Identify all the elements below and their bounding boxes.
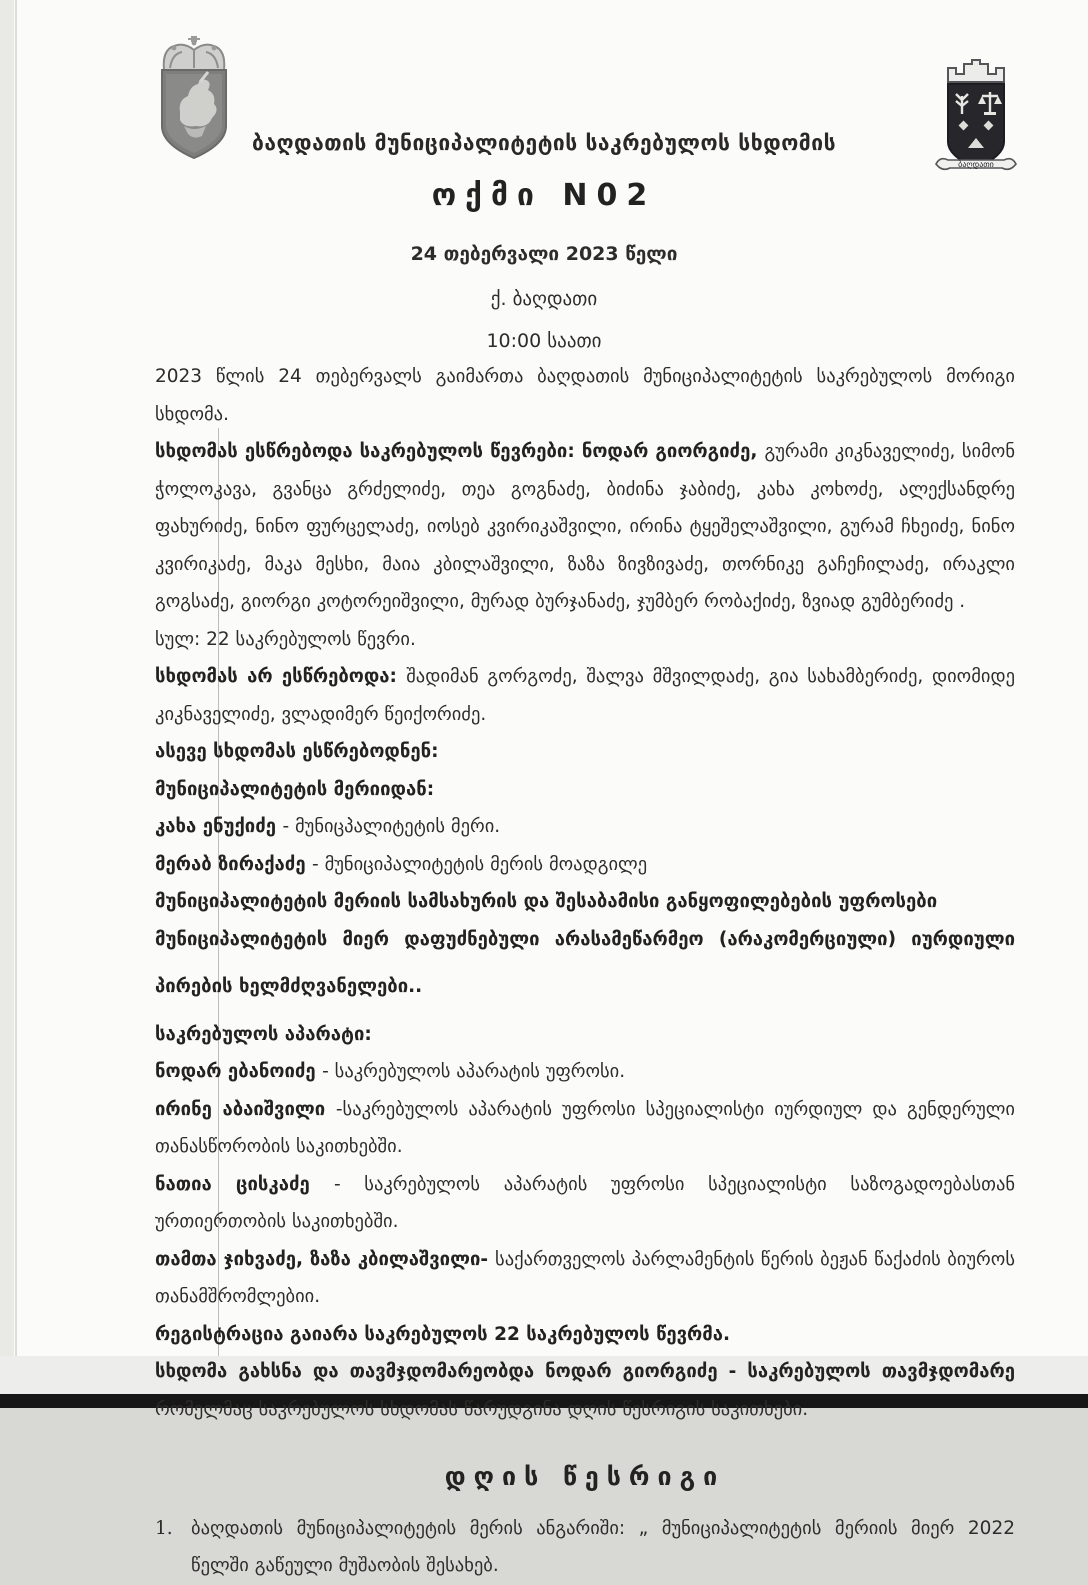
paragraph-opened-by: სხდომა გახსნა და თავმჯდომარეობდა ნოდარ გიორგიძე - საკრებულოს თავმჯდომარე რომელმაც საკრებულოს სხდომას წარუდგინა დღის წესრიგის საკითხები. [155,1361,1015,1420]
meeting-date: 24 თებერვალი 2023 წელი [410,243,678,265]
paragraph-parliament-bureau: თამთა ჯიხვაძე, ზაზა კბილაშვილი- საქართველოს პარლამენტის წერის ბეჟან წაქაძის ბიუროს თანამშრომლებიი. [155,1248,1015,1307]
paragraph-absent: სხდომას არ ესწრებოდა: შადიმან გორგოძე, შალვა მშვილდაძე, გია სახამბერიძე, დიომიდე კიკნაველიძე, ვლადიმერ წეიქორიძე. [155,666,1015,725]
paragraph-staff-head: ნოდარ ებანოიძე - საკრებულოს აპარატის უფროსი. [155,1061,626,1082]
agenda-list [155,1510,1015,1585]
paragraph-also-attended: ასევე სხდომას ესწრებოდნენ: [155,741,439,762]
paragraph-ncle-heads-tail: პირების ხელმძღვანელები.. [155,976,423,997]
org-title: ბაღდათის მუნიციპალიტეტის საკრებულოს სხდომის [251,131,837,155]
paragraph-staff-specialist-pr: ნათია ცისკაძე - საკრებულოს აპარატის უფროსი სპეციალისტი საზოგადოებასთან ურთიერთობის საკითხებში. [155,1173,1015,1232]
baghdati-coat-of-arms-icon [926,56,1026,186]
paragraph-deputy-mayor: მერაბ ზირაქაძე - მუნიციპალიტეტის მერის მოადგილე [155,853,648,875]
paragraph-dept-heads: მუნიციპალიტეტის მერიის სამსახურის და შესაბამისი განყოფილებების უფროსები [155,891,938,912]
document-body [155,358,1015,1585]
paragraph-total: სულ: 22 საკრებულოს წევრი. [155,628,416,650]
agenda-item [155,1510,1015,1585]
paragraph-ncle-heads-line: მუნიციპალიტეტის მიერ დაფუძნებული არასამეწარმეო (არაკომერციული) იურდიული [155,928,1015,950]
paragraph-staff-specialist-legal: ირინე აბაიშვილი -საკრებულოს აპარატის უფროსი სპეციალისტი იურდიულ და გენდერული თანასწორობის საკითხებში. [155,1098,1016,1157]
right-emblem-caption: ბაღდათი [958,160,994,169]
paragraph-from-mayors-office: მუნიციპალიტეტის მერიიდან: [155,778,435,800]
document-paragraphs [155,358,1015,1428]
meeting-time: 10:00 საათი [486,330,602,352]
paragraph-attendees: სხდომას ესწრებოდა საკრებულოს წევრები: ნოდარ გიორგიძე, გურამი კიკნაველიძე, სიმონ ჭოლოკავა, გვანცა გრძელიძე, თეა გოგნაძე, ბიძინა ჯაბიძე, კახა კოხოძე, ალექსანდრე ფახურიძე, ნინო ფურცელაძე, იოსებ კვირიკაშვილი, ირინა ტყეშელაშვილი, გურამ ჩხეიძე, ნინო კვირიკაძე, მაკა მესხი, მაია კბილაშვილი, ზაზა ზივზივაძე, თორნიკე გაჩეჩილაძე, ირაკლი გოგსაძე, გიორგი კოტორეიშვილი, მურად ბურჯანაძე, ჯუმბერ რობაქიძე, ზვიად გუმბერიძე . [155,441,1015,612]
paragraph-council-staff: საკრებულოს აპარატი: [155,1023,372,1045]
agenda-heading: დღის წესრიგი [444,1462,726,1491]
agenda-item-text: ბაღდათის მუნიციპალიტეტის მერის ანგარიში: „ მუნიციპალიტეტის მერიის მიერ 2022 წელში გაწეული მუშაობის შესახებ. [191,1517,1015,1576]
paragraph-opening: 2023 წლის 24 თებერვალს გაიმართა ბაღდათის მუნიციპალიტეტის საკრებულოს მორიგი სხდომა. [155,366,1015,425]
agenda-item-number: 1. [155,1517,173,1539]
paragraph-registration: რეგისტრაცია გაიარა საკრებულოს 22 საკრებულოს წევრმა. [155,1323,731,1345]
protocol-number-title: ოქმი N02 [431,178,657,213]
meeting-city: ქ. ბაღდათი [490,288,598,310]
paragraph-mayor: კახა ენუქიძე - მუნიცპალიტეტის მერი. [155,816,501,837]
